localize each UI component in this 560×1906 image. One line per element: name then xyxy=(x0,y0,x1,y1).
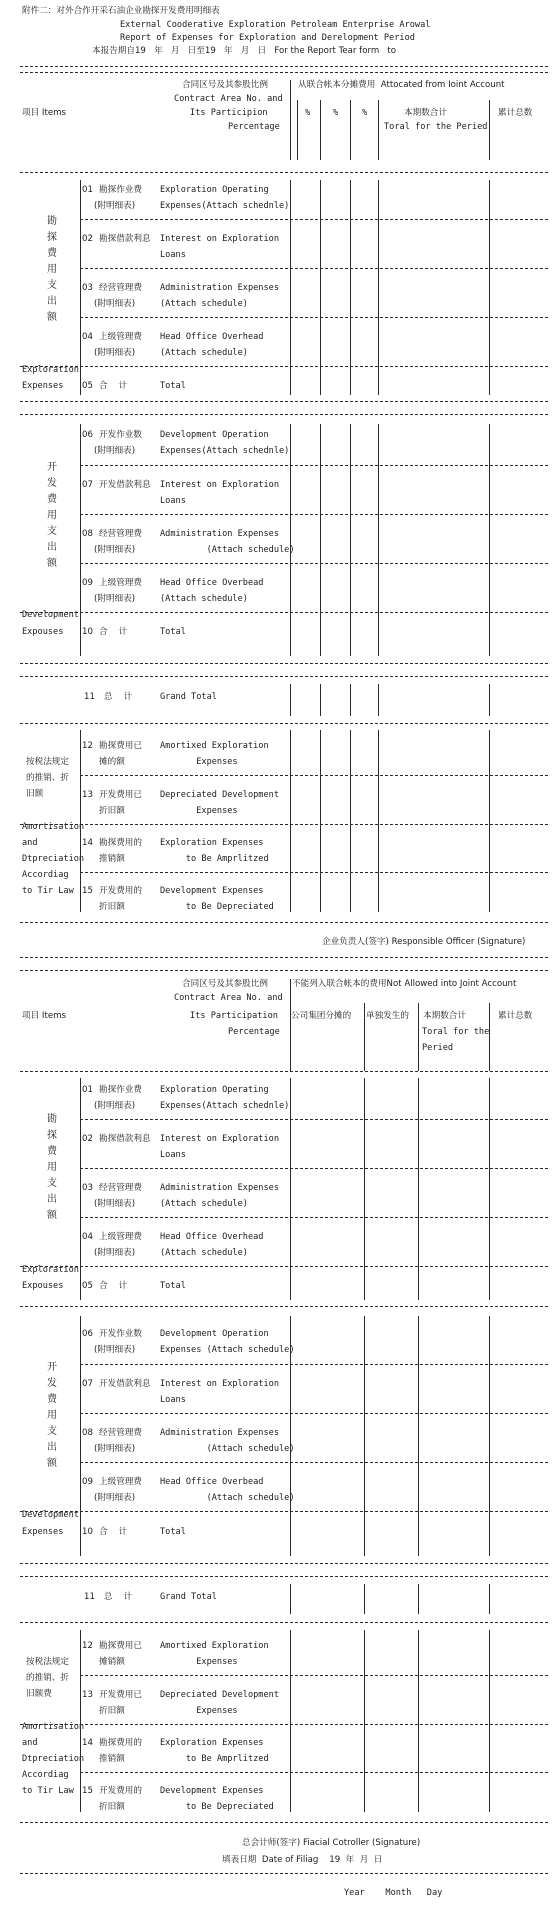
column-separator xyxy=(290,730,291,912)
development-en-label: Development xyxy=(22,610,79,620)
row-no: 05 xyxy=(82,381,93,391)
row-no: 03 xyxy=(82,283,93,293)
row-cn: 上级管理费 xyxy=(99,1232,142,1242)
row-en: Administration Expenses xyxy=(160,529,279,539)
row-divider xyxy=(20,612,548,613)
row-no: 08 xyxy=(82,1428,93,1438)
row-divider xyxy=(80,1462,548,1463)
column-separator xyxy=(290,1630,291,1812)
chief-accountant-signature: 总会计师(签字) Fiacial Cotroller (Signature) xyxy=(242,1838,421,1848)
row-cn: 经营管理费 xyxy=(99,1183,142,1193)
column-separator xyxy=(290,180,291,395)
incurred-alone-header: 单独发生的 xyxy=(366,1011,409,1021)
column-separator xyxy=(320,684,321,716)
row-cn: 合 计 xyxy=(99,381,128,391)
exploration-vertical-label-2: 勘 探 费 用 支 出 额 xyxy=(47,1114,57,1221)
row-divider xyxy=(80,1217,548,1218)
total-current-en-2b: Peried xyxy=(422,1043,454,1053)
row-en: Head Office Overhead xyxy=(160,1232,264,1242)
divider xyxy=(20,1576,548,1577)
row-no: 04 xyxy=(82,332,93,342)
attachment-title: 附件二：对外合作开采石油企业勘探开发费用明细表 xyxy=(22,6,220,16)
contract-en-1b: Contract Area No. and xyxy=(174,993,283,1003)
row-en: Development Expenses xyxy=(160,1786,264,1796)
row-cn-sub: 摊销额 xyxy=(99,1657,125,1667)
row-cn: 勘探费用已 xyxy=(99,741,142,751)
row-cn-sub: (附明细表) xyxy=(94,1248,136,1258)
column-separator xyxy=(364,1316,365,1556)
row-cn-sub: (附明细表) xyxy=(94,1345,136,1355)
row-cn-sub: 折旧额 xyxy=(99,1706,125,1716)
row-cn-sub: (附明细表) xyxy=(94,348,136,358)
row-en-sub: Expenses (Attach schedule) xyxy=(160,1345,295,1355)
title-en-2: Report of Expenses for Exploration and Derelopment Period xyxy=(120,33,415,43)
row-no: 07 xyxy=(82,480,93,490)
row-cn-sub: (附明细表) xyxy=(94,1199,136,1209)
row-cn-sub: (附明细表) xyxy=(94,201,136,211)
row-cn: 上级管理费 xyxy=(99,332,142,342)
row-cn: 开发费用的 xyxy=(99,886,142,896)
column-separator xyxy=(489,100,490,160)
column-separator xyxy=(320,424,321,656)
column-separator xyxy=(378,180,379,395)
row-en: Administration Expenses xyxy=(160,1428,279,1438)
depr-cn-b1: 按税法规定 xyxy=(26,1657,69,1667)
row-cn: 开发借款利息 xyxy=(99,480,151,490)
row-cn: 合 计 xyxy=(99,1527,128,1537)
depr-en-b4: Accordiag xyxy=(22,1770,69,1780)
row-cn: 勘探借款利息 xyxy=(99,234,151,244)
row-en-sub: Expenses(Attach schednle) xyxy=(160,1101,290,1111)
depr-en-3: Dtpreciation xyxy=(22,854,85,864)
development-en-label-b2: Expenses xyxy=(22,1527,64,1537)
depr-en-b2: and xyxy=(22,1738,38,1748)
row-en-sub: to Be Depreciated xyxy=(160,902,274,912)
row-divider xyxy=(80,563,548,564)
column-separator xyxy=(350,684,351,716)
row-en-sub: Loans xyxy=(160,1395,186,1405)
divider xyxy=(20,1873,548,1874)
row-no: 15 xyxy=(82,886,93,896)
row-cn: 开发费用的 xyxy=(99,1786,142,1796)
divider xyxy=(20,1071,548,1072)
divider xyxy=(20,922,548,923)
row-divider xyxy=(80,775,548,776)
row-divider xyxy=(80,317,548,318)
row-en-sub: to Be Amprlitzed xyxy=(160,854,269,864)
row-no: 09 xyxy=(82,1477,93,1487)
company-group-header: 公司集团分摊的 xyxy=(291,1011,352,1021)
row-no: 10 xyxy=(82,1527,93,1537)
row-no: 02 xyxy=(82,1134,93,1144)
column-separator xyxy=(364,1584,365,1614)
row-divider xyxy=(80,514,548,515)
report-period: 本报告期自19 年 月 日至19 年 月 日 For the Report Tear form to xyxy=(92,46,397,56)
cumulative-header: 累计总数 xyxy=(498,108,533,118)
row-no: 02 xyxy=(82,234,93,244)
not-allowed-header: 不能列入联合帐本的费用Not Allowed into Joint Account xyxy=(292,979,517,989)
row-en-sub: Expenses(Attach schednle) xyxy=(160,201,290,211)
row-en-sub: (Attach schedule) xyxy=(160,1444,295,1454)
row-no: 10 xyxy=(82,627,93,637)
row-en: Interest on Exploration xyxy=(160,234,279,244)
row-en: Development Expenses xyxy=(160,886,264,896)
column-separator xyxy=(418,1630,419,1812)
row-cn-sub: 推销额 xyxy=(99,1754,125,1764)
column-separator xyxy=(80,730,81,912)
row-cn-sub: 折旧额 xyxy=(99,806,125,816)
column-separator xyxy=(378,684,379,716)
row-cn: 开发借款利息 xyxy=(99,1379,151,1389)
development-en-label-b: Development xyxy=(22,1510,79,1520)
row-no: 12 xyxy=(82,741,93,751)
row-no: 01 xyxy=(82,185,93,195)
column-separator xyxy=(290,80,291,160)
row-cn: 勘探费用的 xyxy=(99,1738,142,1748)
row-no: 15 xyxy=(82,1786,93,1796)
pct-2: % xyxy=(333,108,339,118)
row-en: Exploration Expenses xyxy=(160,838,264,848)
row-cn: 总 计 xyxy=(104,692,133,702)
pct-1: % xyxy=(305,108,311,118)
row-divider xyxy=(20,1724,548,1725)
divider xyxy=(20,676,548,677)
row-no: 01 xyxy=(82,1085,93,1095)
column-separator xyxy=(378,100,379,160)
row-divider xyxy=(20,1266,548,1267)
row-en-sub: Loans xyxy=(160,250,186,260)
exploration-en-label-b2: Expouses xyxy=(22,1281,64,1291)
row-cn: 合 计 xyxy=(99,1281,128,1291)
depr-cn-2: 的推销、折 xyxy=(26,773,69,783)
column-separator xyxy=(489,684,490,716)
row-cn: 开发费用已 xyxy=(99,790,142,800)
row-no: 09 xyxy=(82,578,93,588)
row-no: 13 xyxy=(82,1690,93,1700)
row-cn: 合 计 xyxy=(99,627,128,637)
exploration-en-label: Exploration xyxy=(22,365,79,375)
row-divider xyxy=(80,219,548,220)
divider xyxy=(20,401,548,402)
column-separator xyxy=(489,1630,490,1812)
title-en-1: External Cooderative Exploration Petroleam Enterprise Arowal xyxy=(120,20,431,30)
row-en: Exploration Expenses xyxy=(160,1738,264,1748)
row-en: Total xyxy=(160,627,186,637)
contract-area-header: 合同区号及其参股比例 xyxy=(182,80,268,90)
row-en: Administration Expenses xyxy=(160,1183,279,1193)
filing-date: 填表日期 Date of Filiag 19 年 月 日 xyxy=(222,1855,383,1865)
row-en: Total xyxy=(160,1527,186,1537)
depr-cn-b3: 旧额费 xyxy=(26,1689,52,1699)
row-en: Exploration Operating xyxy=(160,185,269,195)
row-en-sub: Loans xyxy=(160,1150,186,1160)
year-month-day: Year Month Day xyxy=(344,1888,443,1898)
column-separator xyxy=(297,100,298,160)
depr-cn-1: 按税法规定 xyxy=(26,757,69,767)
row-divider xyxy=(80,1413,548,1414)
column-separator xyxy=(350,730,351,912)
row-en-sub: Loans xyxy=(160,496,186,506)
total-current-en: Toral for the Peried xyxy=(384,122,488,132)
depr-en-b5: to Tir Law xyxy=(22,1786,74,1796)
row-en: Head Office Overbead xyxy=(160,1477,264,1487)
row-cn: 勘探费用的 xyxy=(99,838,142,848)
row-en-sub: (Attach schedule) xyxy=(160,545,295,555)
row-no: 05 xyxy=(82,1281,93,1291)
row-no: 11 xyxy=(84,1592,95,1602)
row-en: Administration Expenses xyxy=(160,283,279,293)
row-cn-sub: (附明细表) xyxy=(94,299,136,309)
depr-en-2: and xyxy=(22,838,38,848)
exploration-vertical-label: 勘 探 费 用 支 出 额 xyxy=(47,216,57,323)
exploration-en-label-b: Exploration xyxy=(22,1265,79,1275)
row-no: 06 xyxy=(82,1329,93,1339)
row-cn: 开发费用已 xyxy=(99,1690,142,1700)
column-separator xyxy=(489,180,490,395)
row-en: Interest on Exploration xyxy=(160,480,279,490)
row-en-sub: Expenses xyxy=(160,1657,238,1667)
divider xyxy=(20,970,548,971)
row-en-sub: (Attach schedule) xyxy=(160,299,248,309)
row-en-sub: to Be Amprlitzed xyxy=(160,1754,269,1764)
row-en: Head Office Overhead xyxy=(160,332,264,342)
column-separator xyxy=(489,1584,490,1614)
row-en: Depreciated Development xyxy=(160,1690,279,1700)
contract-en-3: Percentage xyxy=(228,122,280,132)
column-separator xyxy=(80,180,81,395)
column-separator xyxy=(378,424,379,656)
row-en: Head Office Overbead xyxy=(160,578,264,588)
row-no: 06 xyxy=(82,430,93,440)
column-separator xyxy=(350,424,351,656)
depr-cn-b2: 的推销、折 xyxy=(26,1673,69,1683)
row-en: Exploration Operating xyxy=(160,1085,269,1095)
column-separator xyxy=(489,730,490,912)
row-en-sub: Expenses xyxy=(160,1706,238,1716)
row-en-sub: (Attach schedule) xyxy=(160,348,248,358)
row-en: Total xyxy=(160,1281,186,1291)
row-divider xyxy=(80,1364,548,1365)
divider xyxy=(20,723,548,724)
development-vertical-label-2: 开 发 费 用 支 出 额 xyxy=(47,1362,57,1469)
depr-en-5: to Tir Law xyxy=(22,886,74,896)
column-separator xyxy=(350,180,351,395)
row-cn: 开发作业数 xyxy=(99,1329,142,1339)
row-no: 11 xyxy=(84,692,95,702)
row-cn: 经营管理费 xyxy=(99,529,142,539)
row-en-sub: (Attach schedule) xyxy=(160,594,248,604)
row-en: Total xyxy=(160,381,186,391)
row-divider xyxy=(20,366,548,367)
column-separator xyxy=(350,100,351,160)
responsible-officer-signature: 企业负责人(签字) Responsible Officer (Signature) xyxy=(322,937,526,947)
depr-cn-3: 旧额 xyxy=(26,789,44,799)
row-en: Development Operation xyxy=(160,430,269,440)
total-current-header-2: 本期数合计 xyxy=(423,1011,466,1021)
row-divider xyxy=(80,268,548,269)
row-cn-sub: (附明细表) xyxy=(94,446,136,456)
items-header: 项目 Items xyxy=(22,108,66,118)
column-separator xyxy=(320,730,321,912)
row-cn: 上级管理费 xyxy=(99,1477,142,1487)
row-no: 07 xyxy=(82,1379,93,1389)
column-separator xyxy=(290,979,291,1071)
row-no: 04 xyxy=(82,1232,93,1242)
column-separator xyxy=(364,1003,365,1071)
row-en-sub: Expenses(Attach schednle) xyxy=(160,446,290,456)
row-cn: 总 计 xyxy=(104,1592,133,1602)
column-separator xyxy=(80,424,81,656)
row-cn-sub: 摊的额 xyxy=(99,757,125,767)
row-en: Interest on Exploration xyxy=(160,1134,279,1144)
depr-en-1: Amortisation xyxy=(22,822,85,832)
divider xyxy=(20,72,548,73)
divider xyxy=(20,1822,548,1823)
row-divider xyxy=(80,1119,548,1120)
row-divider xyxy=(20,1511,548,1512)
column-separator xyxy=(320,100,321,160)
divider xyxy=(20,172,548,173)
row-no: 13 xyxy=(82,790,93,800)
row-en: Interest on Exploration xyxy=(160,1379,279,1389)
row-cn: 经营管理费 xyxy=(99,1428,142,1438)
column-separator xyxy=(418,1003,419,1071)
row-no: 12 xyxy=(82,1641,93,1651)
row-divider xyxy=(80,1772,548,1773)
row-cn-sub: (附明细表) xyxy=(94,1493,136,1503)
column-separator xyxy=(378,730,379,912)
row-cn: 勘探费用已 xyxy=(99,1641,142,1651)
total-current-en-2a: Toral for the xyxy=(422,1027,490,1037)
row-en: Development Operation xyxy=(160,1329,269,1339)
row-divider xyxy=(80,872,548,873)
contract-en-1: Contract Area No. and xyxy=(174,94,283,104)
contract-area-header-2: 合同区号及其参股比例 xyxy=(182,979,268,989)
row-divider xyxy=(80,1168,548,1169)
row-cn: 勘探借款利息 xyxy=(99,1134,151,1144)
column-separator xyxy=(489,424,490,656)
column-separator xyxy=(418,1584,419,1614)
row-cn-sub: (附明细表) xyxy=(94,1444,136,1454)
column-separator xyxy=(290,684,291,716)
contract-en-2: Its Participion xyxy=(190,108,268,118)
column-separator xyxy=(364,1630,365,1812)
row-cn-sub: 折旧额 xyxy=(99,1802,125,1812)
row-no: 03 xyxy=(82,1183,93,1193)
column-separator xyxy=(80,1630,81,1812)
column-separator xyxy=(489,1316,490,1556)
row-en: Grand Total xyxy=(160,692,217,702)
exploration-en-label-2: Expenses xyxy=(22,381,64,391)
divider xyxy=(20,957,548,958)
row-en: Grand Total xyxy=(160,1592,217,1602)
row-no: 14 xyxy=(82,1738,93,1748)
divider xyxy=(20,1563,548,1564)
column-separator xyxy=(290,1584,291,1614)
row-en-sub: Expenses xyxy=(160,806,238,816)
row-divider xyxy=(80,465,548,466)
row-en-sub: (Attach schedule) xyxy=(160,1248,248,1258)
row-en-sub: (Attach schedule) xyxy=(160,1199,248,1209)
contract-en-2b: Its Participation xyxy=(190,1011,278,1021)
contract-en-3b: Percentage xyxy=(228,1027,280,1037)
divider xyxy=(20,66,548,67)
development-vertical-label: 开 发 费 用 支 出 额 xyxy=(47,462,57,569)
row-en-sub: to Be Depreciated xyxy=(160,1802,274,1812)
column-separator xyxy=(80,1316,81,1556)
column-separator xyxy=(320,180,321,395)
row-en-sub: (Attach schedule) xyxy=(160,1493,295,1503)
row-en-sub: Expenses xyxy=(160,757,238,767)
column-separator xyxy=(418,1316,419,1556)
row-divider xyxy=(80,1675,548,1676)
column-separator xyxy=(489,1003,490,1071)
divider xyxy=(20,1622,548,1623)
divider xyxy=(20,1306,548,1307)
row-cn-sub: (附明细表) xyxy=(94,545,136,555)
row-cn-sub: (附明细表) xyxy=(94,594,136,604)
row-no: 08 xyxy=(82,529,93,539)
row-cn: 上级管理费 xyxy=(99,578,142,588)
row-cn: 勘探作业费 xyxy=(99,1085,142,1095)
row-cn: 开发作业数 xyxy=(99,430,142,440)
row-en: Amortixed Exploration xyxy=(160,741,269,751)
pct-3: % xyxy=(362,108,368,118)
depr-en-4: Accordiag xyxy=(22,870,69,880)
cumulative-header-2: 累计总数 xyxy=(498,1011,533,1021)
row-divider xyxy=(20,824,548,825)
row-en: Amortixed Exploration xyxy=(160,1641,269,1651)
column-separator xyxy=(290,424,291,656)
depr-en-b3: Dtpreciation xyxy=(22,1754,85,1764)
divider xyxy=(20,414,548,415)
row-cn-sub: 折旧额 xyxy=(99,902,125,912)
depr-en-b1: Amortisation xyxy=(22,1722,85,1732)
items-header-2: 项目 Items xyxy=(22,1011,66,1021)
total-current-header: 本期数合计 xyxy=(404,108,447,118)
allocated-header: 从联合帐本分摊费用 Attocated from Ioint Account xyxy=(298,80,505,90)
row-en: Depreciated Development xyxy=(160,790,279,800)
row-cn-sub: 推销额 xyxy=(99,854,125,864)
divider xyxy=(20,663,548,664)
development-en-label-2: Expouses xyxy=(22,627,64,637)
row-cn: 经营管理费 xyxy=(99,283,142,293)
row-cn-sub: (附明细表) xyxy=(94,1101,136,1111)
row-cn: 勘探作业费 xyxy=(99,185,142,195)
row-no: 14 xyxy=(82,838,93,848)
